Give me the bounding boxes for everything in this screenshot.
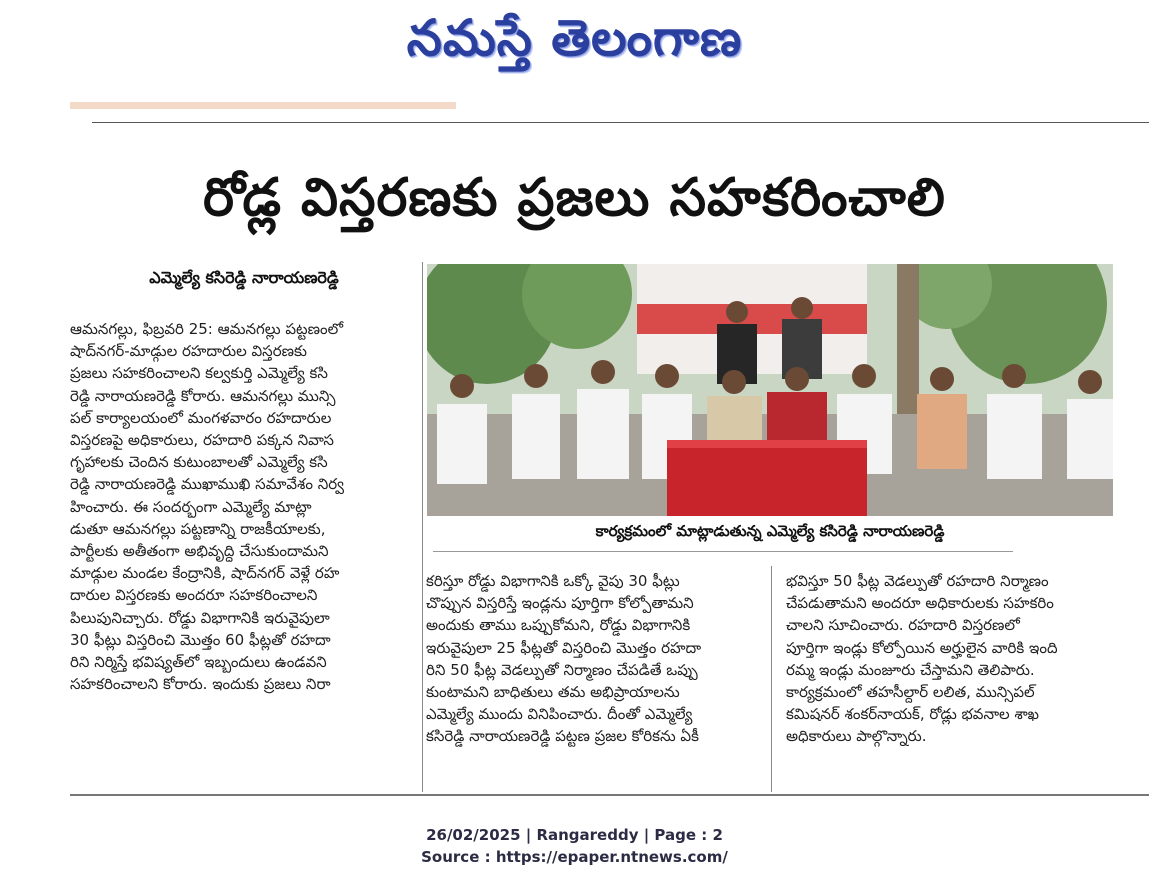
article-line: పూర్తిగా ఇండ్లు కోల్పోయిన అర్హులైన వారికి ఇంది [786, 638, 1058, 657]
article-line: కార్యక్రమంలో తహసీల్దార్ లలిత, మున్సిపల్ [786, 683, 1035, 702]
article-line: పార్టీలకు అతీతంగా అభివృద్ధి చేసుకుందామని [70, 542, 329, 561]
article-column-2 [426, 570, 758, 748]
article-headline: రోడ్ల విస్తరణకు ప్రజలు సహకరించాలి [203, 168, 946, 228]
article-line: ఆమనగల్లు, ఫిబ్రవరి 25: ఆమనగల్లు పట్టణంలో [70, 320, 344, 338]
article-line: సహకరించాలని కోరారు. ఇందుకు ప్రజలు నిరా [70, 675, 331, 694]
article-line: రిని 50 ఫీట్ల వెడల్పుతో నిర్మాణం చేపడితే ఒప్పు [426, 660, 698, 679]
article-line: పిలుపునిచ్చారు. రోడ్డు విభాగానికి ఇరువైపులా [70, 608, 330, 627]
article-line: డుతూ ఆమనగల్లు పట్టణాన్ని రాజకీయాలకు, [70, 519, 326, 538]
article-column-1 [70, 318, 418, 695]
article-line: కరిస్తూ రోడ్డు విభాగానికి ఒక్కో వైపు 30 ఫీట్లు [426, 572, 680, 590]
article-line: అధికారులు పాల్గొన్నారు. [786, 727, 927, 746]
article-line: రెడ్డి నారాయణరెడ్డి కోరారు. ఆమనగల్లు మున్సి [70, 386, 336, 405]
article-line: రమ్మ ఇండ్లు మంజూరు చేస్తామని తెలిపారు. [786, 660, 1035, 679]
article-line: ఇరువైపులా 25 ఫీట్లతో విస్తరించి మొత్తం రహదా [426, 638, 702, 657]
photo-caption: కార్యక్రమంలో మాట్లాడుతున్న ఎమ్మెల్యే కసిరెడ్డి నారాయణరెడ్డి [595, 522, 945, 540]
footer-source-link[interactable]: Source : https://epaper.ntnews.com/ [421, 848, 728, 866]
article-line: భవిస్తూ 50 ఫీట్ల వెడల్పుతో రహదారి నిర్మాణం [786, 572, 1049, 590]
article-column-3 [786, 570, 1120, 748]
article-line: కసిరెడ్డి నారాయణరెడ్డి పట్టణ ప్రజల కోరికను ఏకీ [426, 727, 699, 746]
article-line: గృహాలకు చెందిన కుటుంబాలతో ఎమ్మెల్యే కసి [70, 453, 328, 472]
article-line: ప్రజలు సహకరించాలని కల్వకుర్తి ఎమ్మెల్యే కసి [70, 364, 328, 383]
article-line: కమిషనర్ శంకర్‌నాయక్, రోడ్లు భవనాల శాఖ [786, 705, 1039, 724]
article-line: రెడ్డి నారాయణరెడ్డి ముఖాముఖి సమావేశం నిర్వ [70, 475, 344, 494]
article-line: 30 ఫీట్లు విస్తరించి మొత్తం 60 ఫీట్లతో రహదా [70, 630, 331, 649]
event-photo [427, 264, 1113, 516]
column-divider-2 [771, 566, 772, 792]
article-byline: ఎమ్మెల్యే కసిరెడ్డి నారాయణరెడ్డి [149, 268, 339, 287]
article-line: చాలని సూచించారు. రహదారి విస్తరణలో [786, 616, 1020, 635]
article-line: చేపడుతామని అందరూ అధికారులకు సహకరిం [786, 594, 1054, 613]
article-line: కుంటామని బాధితులు తమ అభిప్రాయాలను [426, 683, 680, 702]
article-line: మాడ్గుల మండల కేంద్రానికి, షాద్‌నగర్ వెళ్లే రహ [70, 564, 340, 583]
article-line: అందుకు తాము ఒప్పుకోమని, రోడ్డు విభాగానికి [426, 616, 691, 635]
newspaper-masthead: నమస్తే తెలంగాణ [406, 8, 743, 67]
article-line: ఎమ్మెల్యే ముందు వినిపించారు. దీంతో ఎమ్మెల్యే [426, 705, 693, 724]
bottom-divider [70, 794, 1149, 796]
article-line: షాద్‌నగర్-మాడ్గుల రహదారుల విస్తరణకు [70, 342, 307, 361]
footer-edition-info: 26/02/2025 | Rangareddy | Page : 2 [426, 826, 723, 844]
article-line: పల్ కార్యాలయంలో మంగళవారం రహదారుల [70, 408, 332, 427]
caption-divider [433, 551, 1013, 552]
masthead-accent-bar [70, 102, 456, 109]
article-line: దారుల విస్తరణకు అందరూ సహకరించాలని [70, 586, 318, 605]
article-line: విస్తరణపై అధికారులు, రహదారి పక్కన నివాస [70, 431, 334, 450]
article-line: హించారు. ఈ సందర్భంగా ఎమ్మెల్యే మాట్లా [70, 497, 312, 516]
column-divider-1 [422, 262, 423, 792]
article-line: చొప్పున విస్తరిస్తే ఇండ్లను పూర్తిగా కోల్పోతామని [426, 594, 694, 613]
article-line: రిని నిర్మిస్తే భవిష్యత్‌లో ఇబ్బందులు ఉండవని [70, 653, 327, 672]
top-divider [92, 122, 1149, 123]
